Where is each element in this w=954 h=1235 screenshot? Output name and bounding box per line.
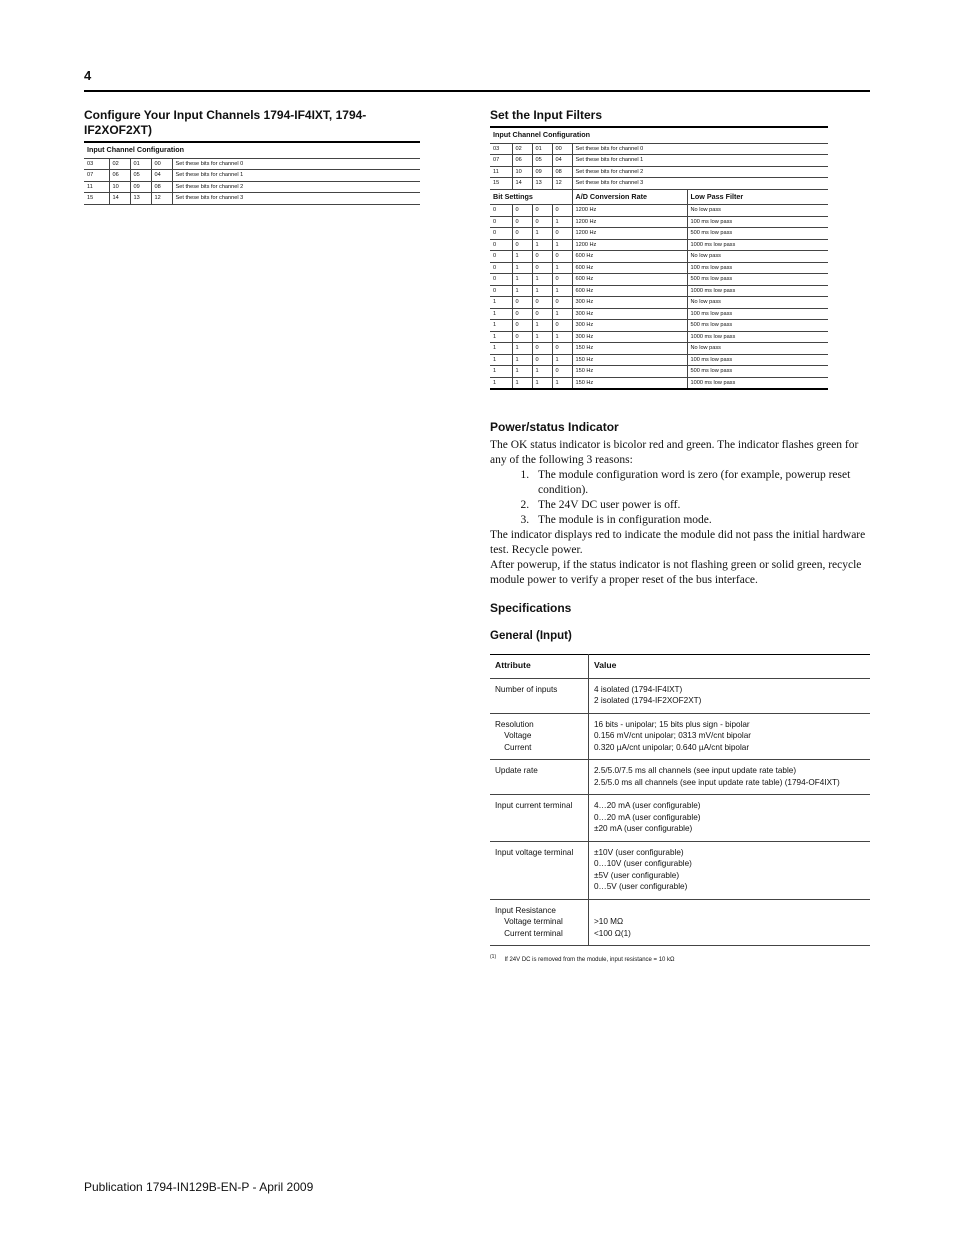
specs-title: Specifications: [490, 601, 572, 615]
table-cell: 1: [532, 228, 552, 240]
footnote-text: If 24V DC is removed from the module, input resistance = 10 kΩ: [504, 957, 675, 963]
table-row: [490, 308, 828, 320]
table-cell: [490, 795, 589, 842]
table-cell: 0: [552, 343, 572, 355]
col-header: Attribute: [490, 655, 589, 679]
table-cell: 1200 Hz: [572, 239, 687, 251]
cell-line: Input voltage terminal: [495, 847, 574, 857]
table-row: [490, 331, 828, 343]
table-cell: 1: [490, 320, 512, 332]
table-row: [490, 366, 828, 378]
table-cell: 15: [490, 178, 512, 190]
table-cell: 04: [552, 155, 572, 167]
table-cell: 1200 Hz: [572, 228, 687, 240]
table-cell: 1: [490, 366, 512, 378]
table-cell: 0: [532, 308, 552, 320]
table-cell: Set these bits for channel 2: [172, 181, 420, 193]
table-cell: 09: [532, 166, 552, 178]
table-cell: 0: [512, 216, 532, 228]
cell-line: Update rate: [495, 766, 538, 775]
table-cell: 1200 Hz: [572, 205, 687, 217]
table-cell: 03: [490, 143, 512, 155]
table-row: [490, 216, 828, 228]
table-cell: 1000 ms low pass: [687, 377, 828, 389]
table-cell: [589, 841, 871, 899]
table-cell: No low pass: [687, 297, 828, 309]
cell-line: Input Resistance: [495, 905, 556, 915]
power-paragraph: After powerup, if the status indicator is not flashing green or solid green, recycle module power to verify a proper reset of the bus interface.: [490, 559, 862, 586]
table-cell: 1000 ms low pass: [687, 285, 828, 297]
col-header: Bit Settings: [490, 189, 572, 205]
table-cell: 10: [109, 181, 130, 193]
cell-line: 0.320 µA/cnt unipolar; 0.640 µA/cnt bipolar: [594, 742, 750, 752]
table-cell: 600 Hz: [572, 251, 687, 263]
table-cell: 100 ms low pass: [687, 216, 828, 228]
table-row: [490, 251, 828, 263]
cell-line: 2 isolated (1794-IF2XOF2XT): [594, 696, 702, 705]
table-cell: 600 Hz: [572, 274, 687, 286]
specs-footnote: $^{(1)}$ If 24V DC is removed from the module, input resistance = 10 kΩ: [490, 954, 675, 963]
table-cell: 100 ms low pass: [687, 354, 828, 366]
list-item: 3. The module is in configuration mode.: [532, 513, 870, 528]
table-cell: 0: [532, 205, 552, 217]
table-cell: 1: [490, 343, 512, 355]
table-cell: 1: [552, 262, 572, 274]
filters-section: [490, 108, 828, 390]
table-cell: 01: [532, 143, 552, 155]
table-cell: Set these bits for channel 1: [172, 170, 420, 182]
table-cell: Set these bits for channel 0: [172, 158, 420, 170]
table-cell: [490, 841, 589, 899]
table-cell: 0: [512, 320, 532, 332]
table-cell: 0: [532, 343, 552, 355]
table-cell: 0: [552, 297, 572, 309]
table-cell: 0: [552, 320, 572, 332]
cell-line: 0…5V (user configurable): [594, 882, 688, 891]
table-cell: 0: [532, 216, 552, 228]
footer: Publication 1794-IN129B-EN-P - April 2009: [84, 1180, 314, 1194]
table-header: Input Channel Configuration: [84, 142, 420, 158]
table-row: [490, 274, 828, 286]
col-header: A/D Conversion Rate: [572, 189, 687, 205]
table-cell: 100 ms low pass: [687, 308, 828, 320]
table-cell: 09: [130, 181, 151, 193]
table-row: [84, 193, 420, 205]
table-cell: 1: [512, 285, 532, 297]
table-cell: 0: [490, 216, 512, 228]
table-cell: [490, 899, 589, 946]
table-cell: Set these bits for channel 1: [572, 155, 828, 167]
table-cell: 1000 ms low pass: [687, 331, 828, 343]
cell-line: 16 bits - unipolar; 15 bits plus sign - bipolar: [594, 719, 750, 729]
table-row: [490, 155, 828, 167]
table-cell: 0: [512, 308, 532, 320]
cell-line: [594, 905, 865, 917]
cell-line: 0.156 mV/cnt unipolar; 0313 mV/cnt bipolar: [594, 731, 752, 740]
power-title: Power/status Indicator: [490, 420, 619, 434]
table-cell: 0: [490, 285, 512, 297]
table-cell: 02: [109, 158, 130, 170]
table-row: [84, 158, 420, 170]
table-cell: 13: [130, 193, 151, 205]
table-cell: 0: [532, 251, 552, 263]
table-cell: 1: [512, 251, 532, 263]
table-cell: 04: [151, 170, 172, 182]
table-row: [490, 343, 828, 355]
table-cell: 08: [151, 181, 172, 193]
table-cell: [490, 678, 589, 713]
table-cell: 07: [490, 155, 512, 167]
table-cell: 0: [552, 251, 572, 263]
table-cell: 08: [552, 166, 572, 178]
table-cell: 1: [512, 343, 532, 355]
cell-line: <100 Ω(1): [594, 928, 631, 938]
table-cell: 300 Hz: [572, 308, 687, 320]
top-rule: [84, 90, 870, 92]
table-cell: 1: [490, 377, 512, 389]
table-cell: 05: [532, 155, 552, 167]
table-cell: 0: [490, 239, 512, 251]
cell-line: Number of inputs: [495, 684, 558, 694]
table-cell: 0: [512, 331, 532, 343]
table-cell: 07: [84, 170, 109, 182]
cell-line: 2.5/5.0/7.5 ms all channels (see input update rate table): [594, 766, 797, 775]
table-cell: 1: [490, 354, 512, 366]
table-row: [490, 678, 870, 713]
table-cell: 0: [532, 354, 552, 366]
table-cell: 1000 ms low pass: [687, 239, 828, 251]
table-cell: 00: [552, 143, 572, 155]
cell-line: 4…20 mA (user configurable): [594, 801, 701, 810]
table-cell: 150 Hz: [572, 354, 687, 366]
table-cell: [589, 899, 871, 946]
table-cell: 150 Hz: [572, 366, 687, 378]
table-cell: 13: [532, 178, 552, 190]
table-cell: [490, 760, 589, 795]
table-cell: No low pass: [687, 251, 828, 263]
table-cell: 500 ms low pass: [687, 366, 828, 378]
specs-subtitle: General (Input): [490, 630, 572, 642]
table-row: [490, 354, 828, 366]
table-row: [490, 166, 828, 178]
cell-line: 0…20 mA (user configurable): [594, 812, 701, 822]
table-cell: No low pass: [687, 205, 828, 217]
cell-line: Resolution: [495, 719, 534, 729]
table-cell: 600 Hz: [572, 285, 687, 297]
cell-line: 0…10V (user configurable): [594, 859, 692, 868]
table-row: [490, 297, 828, 309]
table-cell: 1: [512, 377, 532, 389]
cell-line: Current terminal: [495, 928, 563, 938]
table-cell: [589, 713, 871, 760]
table-cell: 1: [512, 262, 532, 274]
table-cell: 05: [130, 170, 151, 182]
table-row: [490, 239, 828, 251]
table-cell: 1: [490, 297, 512, 309]
table-cell: Set these bits for channel 3: [572, 178, 828, 190]
table-cell: 1: [532, 331, 552, 343]
table-cell: 0: [490, 251, 512, 263]
table-header: Input Channel Configuration: [490, 127, 828, 143]
table-cell: 1: [532, 377, 552, 389]
table-cell: 1: [552, 308, 572, 320]
cell-line: Voltage: [495, 731, 532, 740]
table-cell: 1: [552, 377, 572, 389]
table-cell: 1: [532, 239, 552, 251]
table-cell: Set these bits for channel 3: [172, 193, 420, 205]
table-row: [490, 377, 828, 389]
cell-line: >10 MΩ: [594, 917, 624, 926]
table-cell: 1: [552, 216, 572, 228]
table-cell: 1: [552, 331, 572, 343]
table-cell: 12: [151, 193, 172, 205]
table-cell: 300 Hz: [572, 297, 687, 309]
table-cell: 1: [512, 354, 532, 366]
table-cell: [589, 795, 871, 842]
table-row: [490, 143, 828, 155]
table-cell: 1: [490, 308, 512, 320]
table-cell: 0: [512, 205, 532, 217]
table-cell: 03: [84, 158, 109, 170]
table-cell: 06: [512, 155, 532, 167]
cell-line: ±5V (user configurable): [594, 870, 680, 880]
table-cell: 1: [552, 239, 572, 251]
cell-line: ±20 mA (user configurable): [594, 824, 693, 833]
cell-line: 4 isolated (1794-IF4IXT): [594, 684, 683, 694]
table-cell: 0: [490, 205, 512, 217]
table-cell: 14: [109, 193, 130, 205]
table-cell: 0: [490, 274, 512, 286]
table-cell: 06: [109, 170, 130, 182]
table-cell: 100 ms low pass: [687, 262, 828, 274]
table-row: [490, 795, 870, 842]
table-cell: 1: [512, 274, 532, 286]
table-cell: 02: [512, 143, 532, 155]
list-item: 1. The module configuration word is zero (for example, powerup reset condition).: [532, 468, 870, 498]
table-cell: 500 ms low pass: [687, 274, 828, 286]
power-section: [490, 420, 870, 588]
table-cell: No low pass: [687, 343, 828, 355]
power-paragraph: The OK status indicator is bicolor red and green. The indicator flashes green for any of the following 3 reasons:: [490, 439, 859, 466]
table-cell: 150 Hz: [572, 377, 687, 389]
table-row: [490, 713, 870, 760]
table-row: [490, 262, 828, 274]
table-cell: 0: [512, 297, 532, 309]
power-paragraph: The indicator displays red to indicate the module did not pass the initial hardware test. Recycle power.: [490, 529, 866, 556]
col-header: Low Pass Filter: [687, 189, 828, 205]
table-cell: 1: [532, 320, 552, 332]
table-cell: 15: [84, 193, 109, 205]
table-row: [84, 181, 420, 193]
table-cell: 0: [532, 262, 552, 274]
table-cell: 500 ms low pass: [687, 320, 828, 332]
table-row: [490, 178, 828, 190]
table-cell: 1: [552, 354, 572, 366]
table-cell: 1: [512, 366, 532, 378]
cell-line: Input current terminal: [495, 801, 573, 810]
table-cell: 300 Hz: [572, 320, 687, 332]
table-cell: 1: [552, 285, 572, 297]
table-cell: 11: [490, 166, 512, 178]
table-cell: 0: [552, 205, 572, 217]
col-header: Value: [589, 655, 871, 679]
table-cell: 1: [532, 274, 552, 286]
table-cell: 11: [84, 181, 109, 193]
filters-title: Set the Input Filters: [490, 108, 603, 122]
table-cell: 0: [552, 366, 572, 378]
table-cell: 10: [512, 166, 532, 178]
table-cell: 12: [552, 178, 572, 190]
table-cell: 1: [532, 285, 552, 297]
filters-table: [490, 126, 828, 390]
table-cell: 14: [512, 178, 532, 190]
table-cell: 0: [490, 228, 512, 240]
table-row: [84, 170, 420, 182]
table-cell: 300 Hz: [572, 331, 687, 343]
table-cell: Set these bits for channel 0: [572, 143, 828, 155]
table-cell: 0: [512, 239, 532, 251]
list-item: 2. The 24V DC user power is off.: [532, 498, 870, 513]
table-cell: 01: [130, 158, 151, 170]
table-cell: [589, 760, 871, 795]
table-cell: 0: [552, 274, 572, 286]
table-cell: 1: [532, 366, 552, 378]
table-cell: 00: [151, 158, 172, 170]
table-row: [490, 285, 828, 297]
table-cell: 500 ms low pass: [687, 228, 828, 240]
table-cell: 0: [490, 262, 512, 274]
cell-line: Voltage terminal: [495, 917, 563, 926]
table-cell: 1200 Hz: [572, 216, 687, 228]
table-cell: 0: [512, 228, 532, 240]
table-row: [490, 760, 870, 795]
table-row: [490, 228, 828, 240]
table-cell: 1: [490, 331, 512, 343]
page-number: 4: [84, 68, 92, 83]
power-list: [490, 468, 870, 528]
table-row: [490, 899, 870, 946]
cell-line: 2.5/5.0 ms all channels (see input update rate table) (1794-OF4IXT): [594, 777, 840, 787]
table-cell: [589, 678, 871, 713]
table-cell: 600 Hz: [572, 262, 687, 274]
table-cell: 0: [532, 297, 552, 309]
table-cell: Set these bits for channel 2: [572, 166, 828, 178]
cell-line: ±10V (user configurable): [594, 847, 684, 857]
table-row: [490, 205, 828, 217]
table-row: [490, 841, 870, 899]
cell-line: Current: [495, 742, 532, 752]
input-config-table: [84, 141, 420, 205]
input-config-title: Configure Your Input Channels 1794-IF4IXT, 1794-IF2XOF2XT): [84, 108, 367, 137]
table-cell: 0: [552, 228, 572, 240]
input-config-section: [84, 108, 420, 205]
table-cell: [490, 713, 589, 760]
specs-section: [490, 601, 870, 963]
specs-table: [490, 654, 870, 946]
table-cell: 150 Hz: [572, 343, 687, 355]
table-row: [490, 320, 828, 332]
